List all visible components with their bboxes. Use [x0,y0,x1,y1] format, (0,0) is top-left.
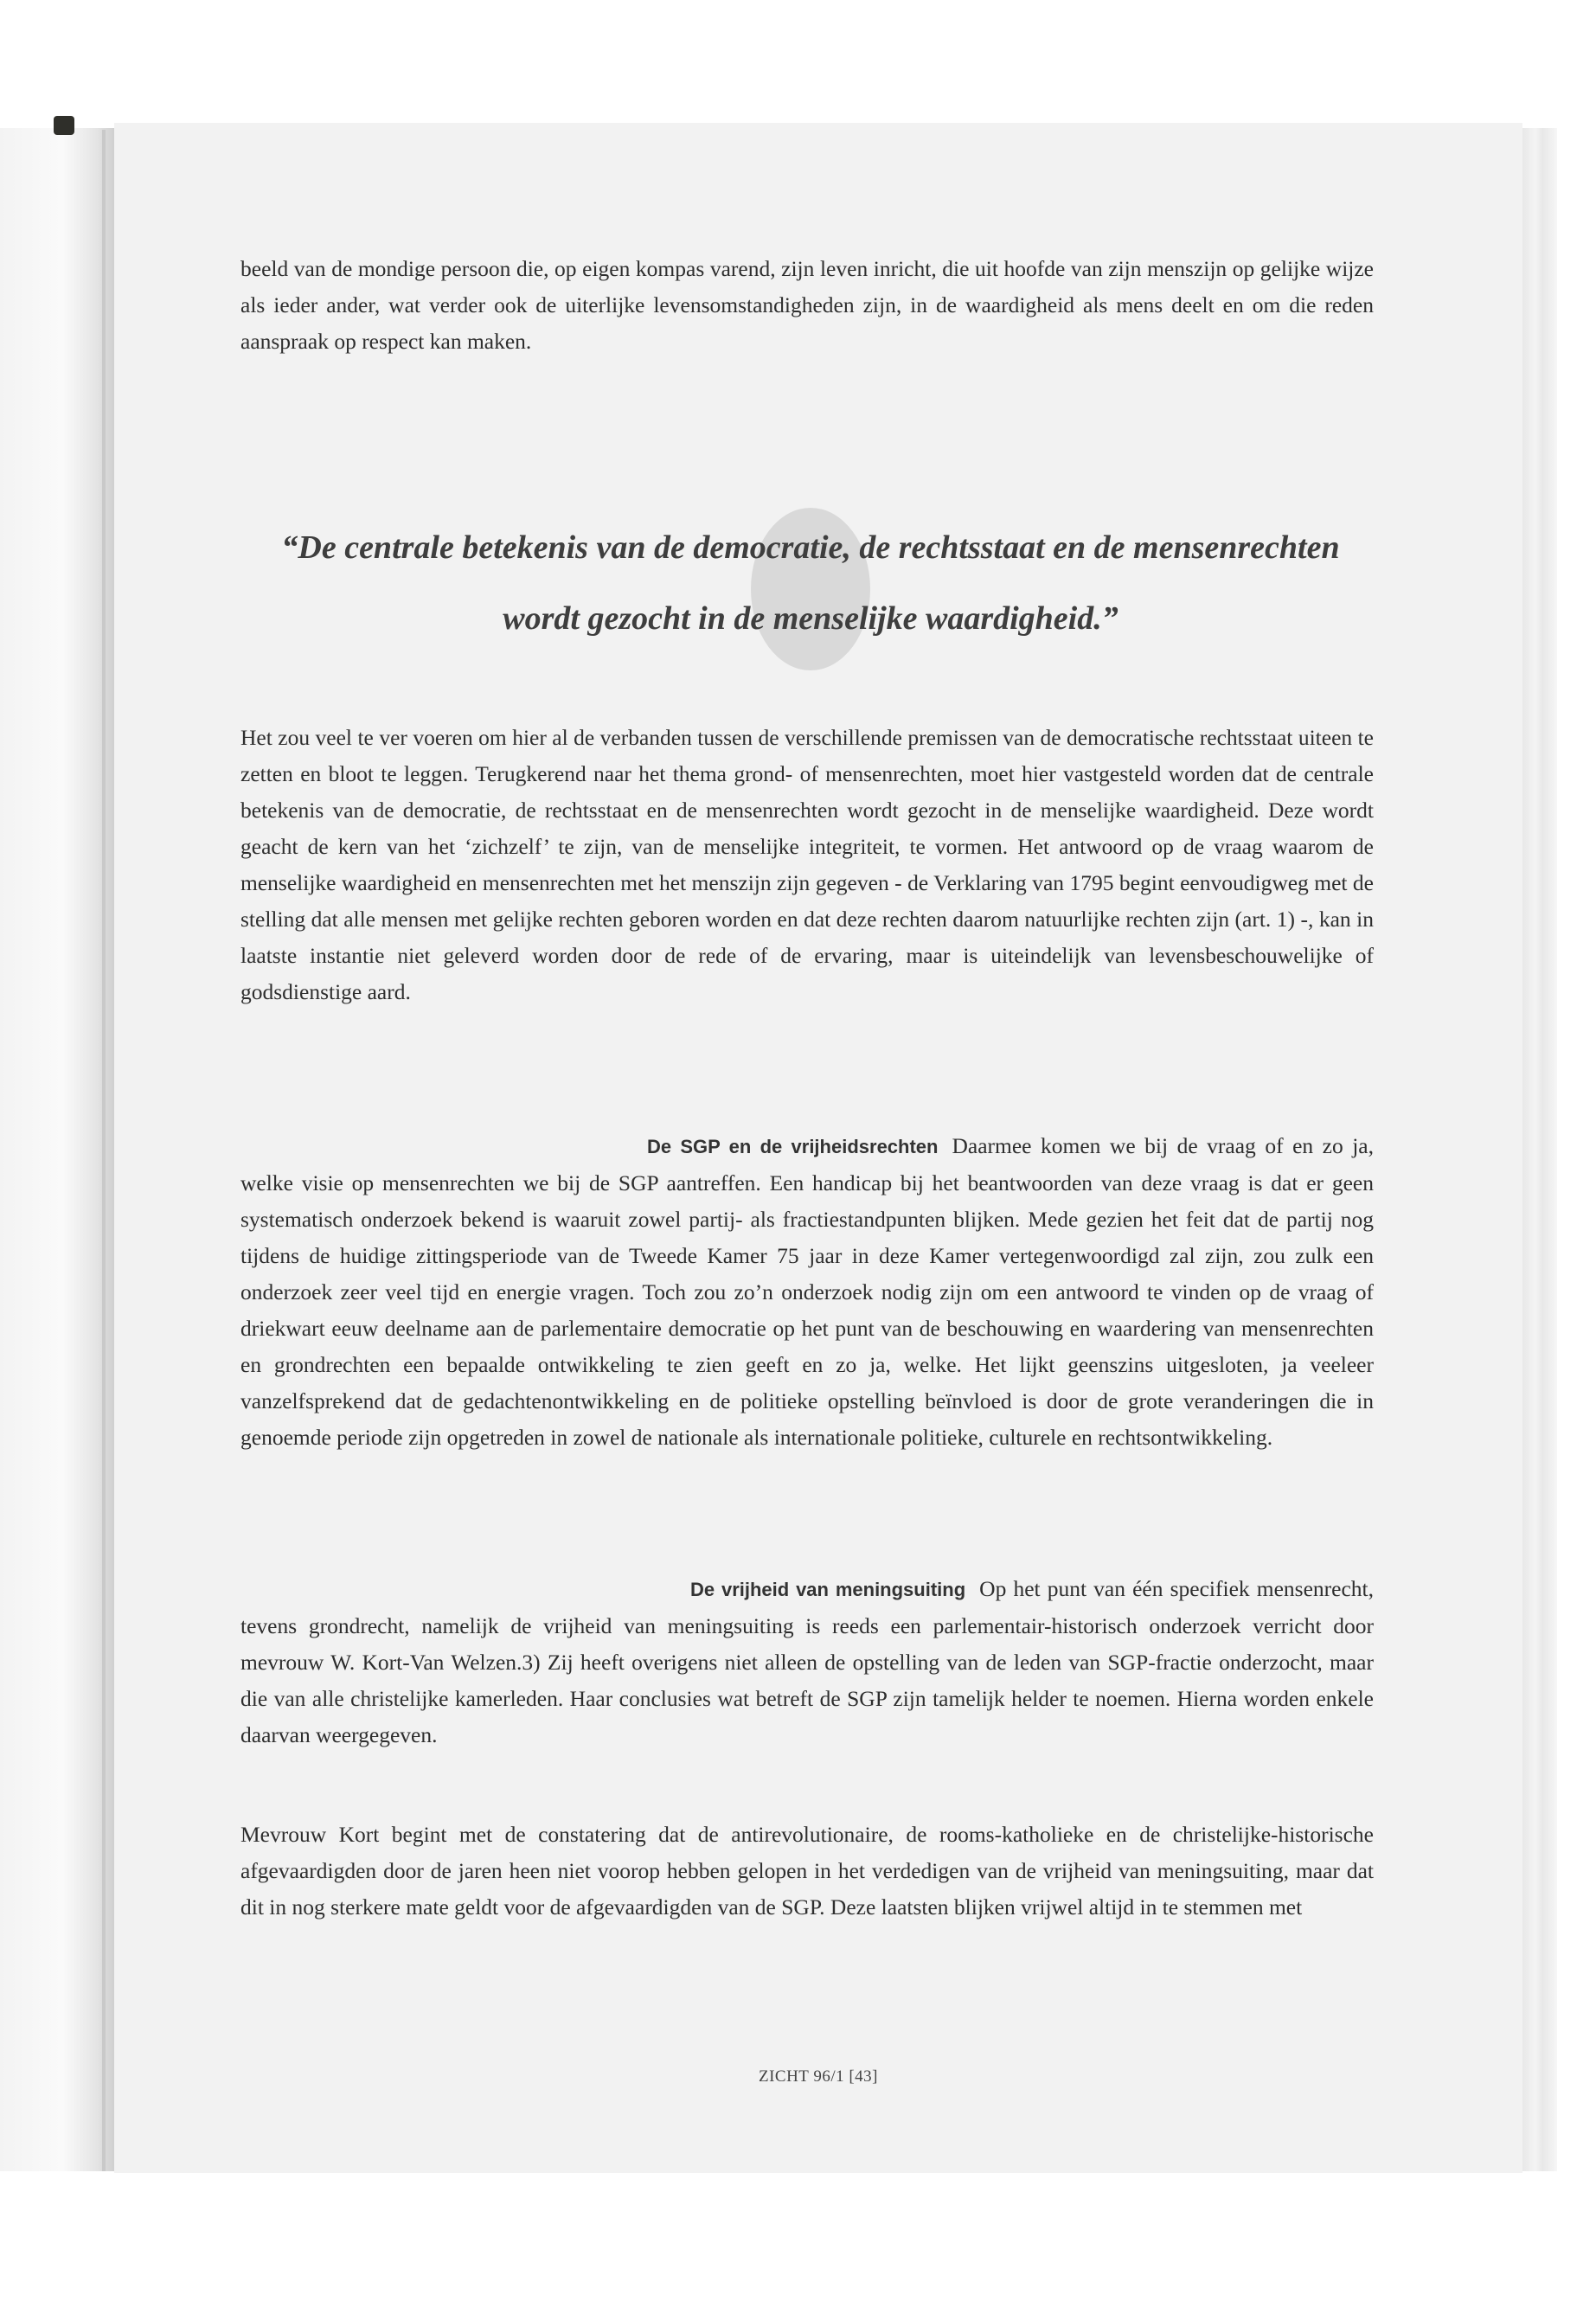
section-body: Daarmee komen we bij de vraag of en zo ja, welke visie op mensenrechten we bij de SGP aantreffen. Een handicap bij het beantwoorden van deze vraag is dat er geen systematisch onderzoek bekend is waaruit zowel partij- als fractiestandpunten blijken. Mede gezien het feit dat de partij nog tijdens de huidige zittingsperiode van de Tweede Kamer 75 jaar in deze Kamer vertegenwoordigd zal zijn, zou zulk een onderzoek zeer veel tijd en energie vragen. Toch zou zo’n onderzoek nodig zijn om een antwoord te vinden op de vraag of driekwart eeuw deelname aan de parlementaire democratie op het punt van de beschouwing en waardering van mensenrechten en grondrechten een bepaalde ontwikkeling te zien geeft en zo ja, welke. Het lijkt geenszins uitgesloten, ja veeleer vanzelfsprekend dat de gedachtenontwikkeling en de politieke opstelling beïnvloed is door de grote veranderingen die in genoemde periode zijn opgetreden in zowel de nationale als internationale politieke, culturele en rechtsontwikkeling. [240,1133,1375,1450]
paragraph-intro: beeld van de mondige persoon die, op eigen kompas varend, zijn leven inricht, die uit hoofde van zijn menszijn op gelijke wijze als ieder ander, wat verder ook de uiterlijke levensomstandigheden zijn, in de waardigheid als mens deelt en om die reden aanspraak op respect kan maken. [240,256,1374,354]
page-edge [1521,128,1557,2171]
section-body: Op het punt van één specifiek mensenrecht, tevens grondrecht, namelijk de vrijheid van meningsuiting is reeds een parlementair-historisch onderzoek verricht door mevrouw W. Kort-Van Welzen.3) Zij heeft overigens niet alleen de opstelling van de leden van SGP-fractie onderzocht, maar die van alle christelijke kamerleden. Haar conclusies wat betreft de SGP zijn tamelijk helder te noemen. Hierna worden enkele daarvan weergegeven. [240,1576,1374,1747]
section-heading: De SGP en de vrijheidsrechten [647,1136,939,1157]
page-footer: ZICHT 96/1 [43] [758,2067,879,2086]
section-heading: De vrijheid van meningsuiting [690,1579,966,1600]
paragraph-mevrouw-kort: Mevrouw Kort begint met de constatering dat de antirevolutionaire, de rooms-katholieke en de christelijke-historische afgevaardigden door de jaren heen niet voorop hebben gelopen in het verdedigen van de vrijheid van meningsuiting, maar dat dit in nog sterkere mate geldt voor de afgevaardigden van de SGP. Deze laatsten blijken vrijwel altijd in te stemmen met [240,1822,1374,1920]
paragraph-body: Het zou veel te ver voeren om hier al de verbanden tussen de verschillende premissen van de democratische rechtsstaat uiteen te zetten en bloot te leggen. Terugkerend naar het thema grond- of mensenrechten, moet hier vastgesteld worden dat de centrale betekenis van de democratie, de rechtsstaat en de mensenrechten wordt gezocht in de menselijke waardigheid. Deze wordt geacht de kern van het ‘zichzelf’ te zijn, van de menselijke integriteit, te vormen. Het antwoord op de vraag waarom de menselijke waardigheid en mensenrechten met het menszijn zijn gegeven - de Verklaring van 1795 begint eenvoudigweg met de stelling dat alle mensen met gelijke rechten geboren worden en dat deze rechten daarom natuurlijke rechten zijn (art. 1) -, kan in laatste instantie niet geleverd worden door de rede of de ervaring, maar is uiteindelijk van levensbeschouwelijke of godsdienstige aard. [240,725,1374,1004]
pull-quote: “De centrale betekenis van de democratie, de rechtsstaat en de mensenrechten wordt gezocht in de menselijke waardigheid.” [281,529,1340,637]
section-vrijheid-meningsuiting [240,1571,1374,1753]
book-binding [0,128,114,2171]
section-sgp-vrijheidsrechten [240,1128,1374,1456]
binding-clip [54,116,74,135]
document-page [114,123,1522,2173]
binding-crease [102,130,106,2171]
